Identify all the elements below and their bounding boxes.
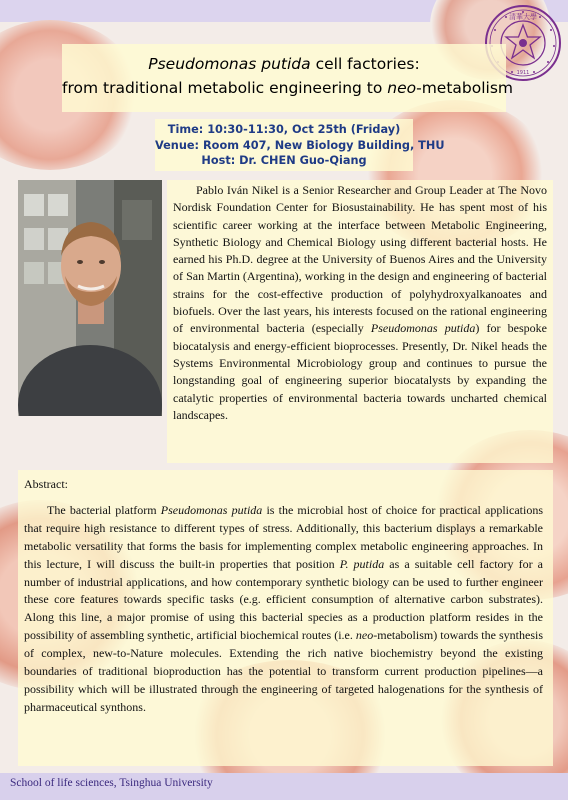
speaker-biography	[167, 180, 553, 463]
title-line-2	[62, 76, 514, 100]
bio-text-part-2: ) for bespoke biocatalysis and energy-efficient bioprocesses. Presently, Dr. Nikel heads the Systems Environmental Microbiology group and continues to pursue the longstanding goal of engineering superior biocatalysts by expanding the catalytic properties of environmental bacteria towards uncharted chemical landscapes.	[173, 321, 547, 422]
title-line-2-post: -metabolism	[416, 79, 514, 97]
title-line-1-rest: cell factories:	[310, 55, 420, 73]
abstract-text-2: is the microbial host of choice for practical applications that require high resistance to different types of stress. Additionally, this bacterium displays a remarkable metabolic versatility that forms the basis for implementing complex metabolic engineering approaches. In this lecture, I will discuss the built-in properties that position	[24, 502, 543, 571]
abstract-italic-1: Pseudomonas putida	[160, 502, 263, 517]
lecture-title	[62, 44, 514, 112]
seal-year: 1911	[516, 70, 530, 76]
speaker-photo	[18, 180, 162, 416]
abstract-text-4: -metabolism) towards the synthesis of complex, new-to-Nature molecules. Extending the rich native biochemistry beyond the existing boundaries of traditional bioproduction has the potential to transform current production pipelines—a possibility which will be illustrated through the engineering of targeted halogenations for the synthesis of pharmaceutical synthons.	[24, 628, 543, 714]
footer-bar	[0, 773, 568, 800]
abstract-body	[24, 502, 543, 717]
abstract-section	[18, 470, 553, 766]
abstract-text-1: The bacterial platform	[47, 502, 161, 517]
event-time: Time: 10:30-11:30, Oct 25th (Friday)	[167, 123, 401, 136]
abstract-italic-2: P. putida	[339, 556, 385, 571]
footer-school-name: School of life sciences, Tsinghua University	[10, 777, 213, 789]
abstract-italic-3: neo	[355, 628, 374, 643]
bio-italic-species: Pseudomonas putida	[370, 321, 476, 336]
title-line-1	[62, 52, 506, 76]
event-host: Host: Dr. CHEN Guo-Qiang	[201, 154, 367, 167]
abstract-heading: Abstract:	[24, 477, 68, 491]
title-italic-species: Pseudomonas putida	[148, 55, 311, 73]
seal-glyphs: 清華大學	[509, 13, 537, 21]
event-venue: Venue: Room 407, New Biology Building, THU	[155, 138, 445, 152]
abstract-text-3: as a suitable cell factory for a number of industrial applications, and how contemporary synthetic biology can be used to further engineer these core features towards specific tasks (e.g. efficient consumption of alternative carbon substrates). Along this line, a major promise of using this bacterial species as a production platform resides in the possibility of assembling synthetic, artificial biochemical routes (i.e.	[24, 556, 543, 643]
title-italic-neo: neo	[387, 79, 417, 97]
event-info	[155, 119, 445, 171]
bio-text-part-1: Pablo Iván Nikel is a Senior Researcher and Group Leader at The Novo Nordisk Foundation Center for Biosustainability. He has spent most of his scientific career working at the interface between Metabolic Engineering, Synthetic Biology and Chemical Biology using different bacterial hosts. He earned his Ph.D. degree at the University of Buenos Aires and the University of San Martin (Argentina), working in the design and engineering of bacterial strains for the cost-effective production of polyhydroxyalkanoates and biofuels. Over the last years, his interests focused on the rational engineering of environmental bacteria (especially	[173, 183, 547, 336]
title-line-2-pre: from traditional metabolic engineering to	[62, 79, 388, 97]
